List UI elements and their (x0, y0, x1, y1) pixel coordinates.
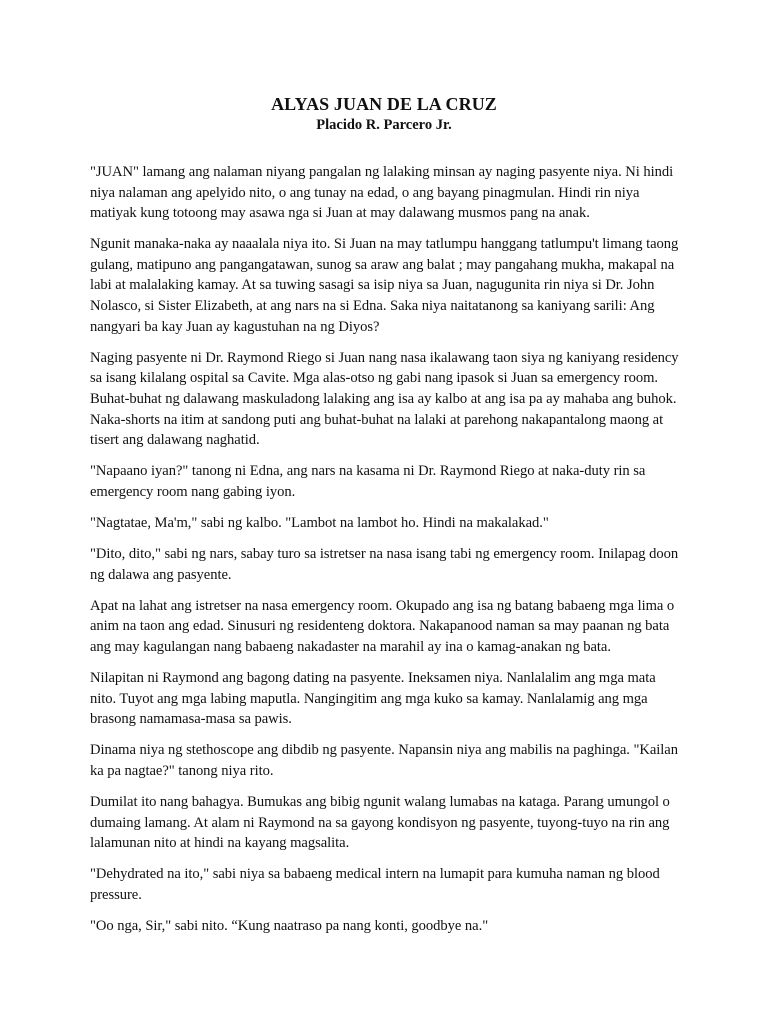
document-header (0, 93, 768, 134)
paragraph-4: "Napaano iyan?" tanong ni Edna, ang nars na kasama ni Dr. Raymond Riego at naka-duty rin sa emergency room nang gabing iyon. (90, 463, 646, 500)
paragraph-5: "Nagtatae, Ma'm," sabi ng kalbo. "Lambot na lambot ho. Hindi na makalakad." (90, 514, 549, 531)
paragraph-11: "Dehydrated na ito," sabi niya sa babaeng medical intern na lumapit para kumuha naman ng blood pressure. (90, 866, 660, 903)
paragraph-3: Naging pasyente ni Dr. Raymond Riego si Juan nang nasa ikalawang taon siya ng kaniyang residency sa isang kilalang ospital sa Cavite. Mga alas-otso ng gabi nang ipasok si Juan sa emergency room. Buhat-buhat ng dalawang maskuladong lalaking ang isa ay kalbo at ang isa pa ay mahaba ang buhok. Naka-shorts na itim at sandong puti ang buhat-buhat na lalaki at parehong nakapantalong maong at tisert ang dalawang naghatid. (90, 349, 679, 449)
paragraph-12: "Oo nga, Sir," sabi nito. “Kung naatraso pa nang konti, goodbye na." (90, 917, 489, 934)
document-author: Placido R. Parcero Jr. (316, 117, 452, 133)
paragraph-1: "JUAN" lamang ang nalaman niyang pangalan ng lalaking minsan ay naging pasyente niya. Ni hindi niya nalaman ang apelyido nito, o ang tunay na edad, o ang bayang pinagmulan. Hindi rin niya matiyak kung totoong may asawa nga si Juan at may dalawang musmos pang na anak. (90, 164, 674, 222)
document-body (90, 162, 682, 947)
document-title: ALYAS JUAN DE LA CRUZ (271, 94, 497, 114)
paragraph-6: "Dito, dito," sabi ng nars, sabay turo sa istretser na nasa isang tabi ng emergency room. Inilapag doon ng dalawa ang pasyente. (90, 546, 679, 583)
paragraph-8: Nilapitan ni Raymond ang bagong dating na pasyente. Ineksamen niya. Nanlalalim ang mga mata nito. Tuyot ang mga labing maputla. Nangingitim ang mga kuko sa kamay. Nanlalamig ang mga brasong namamasa-masa sa pawis. (90, 669, 656, 728)
paragraph-9: Dinama niya ng stethoscope ang dibdib ng pasyente. Napansin niya ang mabilis na paghinga. "Kailan ka pa nagtae?" tanong niya rito. (90, 742, 678, 779)
paragraph-7: Apat na lahat ang istretser na nasa emergency room. Okupado ang isa ng batang babaeng mga lima o anim na taon ang edad. Sinusuri ng residenteng doktora. Nakapanood naman sa may paanan ng bata ang may kagulangan nang babaeng nakadaster na marahil ay ina o kamag-anakan ng bata. (90, 597, 675, 655)
paragraph-2: Ngunit manaka-naka ay naaalala niya ito. Si Juan na may tatlumpu hanggang tatlumpu't limang taong gulang, matipuno ang pangangatawan, sunog sa araw ang balat ; may pangahang mukha, makapal na labi at malalaking kamay. At sa tuwing sasagi sa isip niya sa Juan, nagugunita rin niya si Dr. John Nolasco, si Sister Elizabeth, at ang nars na si Edna. Saka niya naitatanong sa kaniyang sarili: Ang nangyari ba kay Juan ay kagustuhan na ng Diyos? (90, 236, 679, 335)
paragraph-10: Dumilat ito nang bahagya. Bumukas ang bibig ngunit walang lumabas na kataga. Parang umungol o dumaing lamang. At alam ni Raymond na sa gayong kondisyon ng pasyente, tuyong-tuyo na rin ang lalamunan nito at hindi na kayang magsalita. (90, 793, 670, 852)
